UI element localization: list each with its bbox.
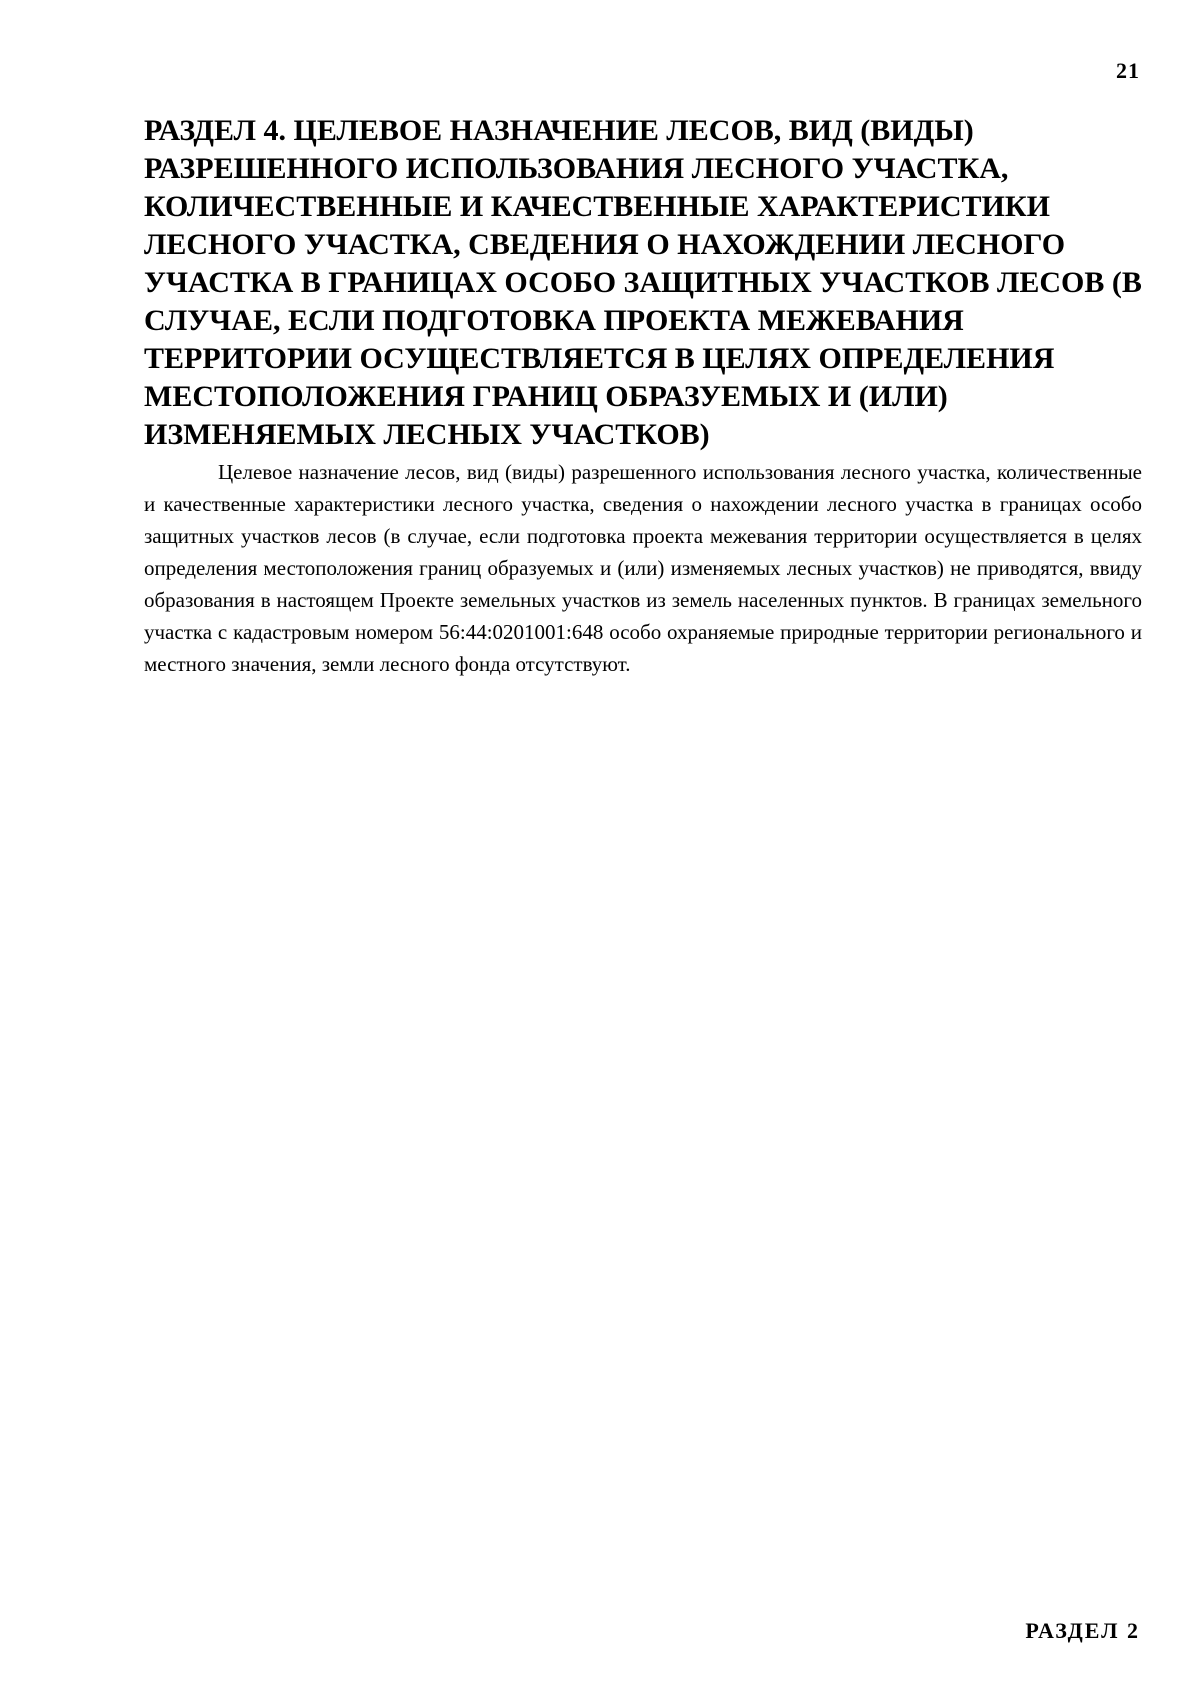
page-number: 21 <box>1116 58 1140 83</box>
section-body-paragraph: Целевое назначение лесов, вид (виды) разрешенного использования лесного участка, количественные и качественные характеристики лесного участка, сведения о нахождении лесного участка в границах особо защитных участков лесов (в случае, если подготовка проекта межевания территории осуществляется в целях определения местоположения границ образуемых и (или) изменяемых лесных участков) не приводятся, ввиду образования в настоящем Проекте земельных участков из земель населенных пунктов. В границах земельного участка с кадастровым номером 56:44:0201001:648 особо охраняемые природные территории регионального и местного значения, земли лесного фонда отсутствуют. <box>144 460 1142 676</box>
footer-section-label: РАЗДЕЛ 2 <box>1025 1618 1140 1643</box>
document-content <box>144 112 1142 680</box>
section-title: РАЗДЕЛ 4. ЦЕЛЕВОЕ НАЗНАЧЕНИЕ ЛЕСОВ, ВИД (ВИДЫ) РАЗРЕШЕННОГО ИСПОЛЬЗОВАНИЯ ЛЕСНОГО УЧАСТКА, КОЛИЧЕСТВЕННЫЕ И КАЧЕСТВЕННЫЕ ХАРАКТЕРИСТИКИ ЛЕСНОГО УЧАСТКА, СВЕДЕНИЯ О НАХОЖДЕНИИ ЛЕСНОГО УЧАСТКА В ГРАНИЦАХ ОСОБО ЗАЩИТНЫХ УЧАСТКОВ ЛЕСОВ (В СЛУЧАЕ, ЕСЛИ ПОДГОТОВКА ПРОЕКТА МЕЖЕВАНИЯ ТЕРРИТОРИИ ОСУЩЕСТВЛЯЕТСЯ В ЦЕЛЯХ ОПРЕДЕЛЕНИЯ МЕСТОПОЛОЖЕНИЯ ГРАНИЦ ОБРАЗУЕМЫХ И (ИЛИ) ИЗМЕНЯЕМЫХ ЛЕСНЫХ УЧАСТКОВ) <box>144 114 1142 451</box>
